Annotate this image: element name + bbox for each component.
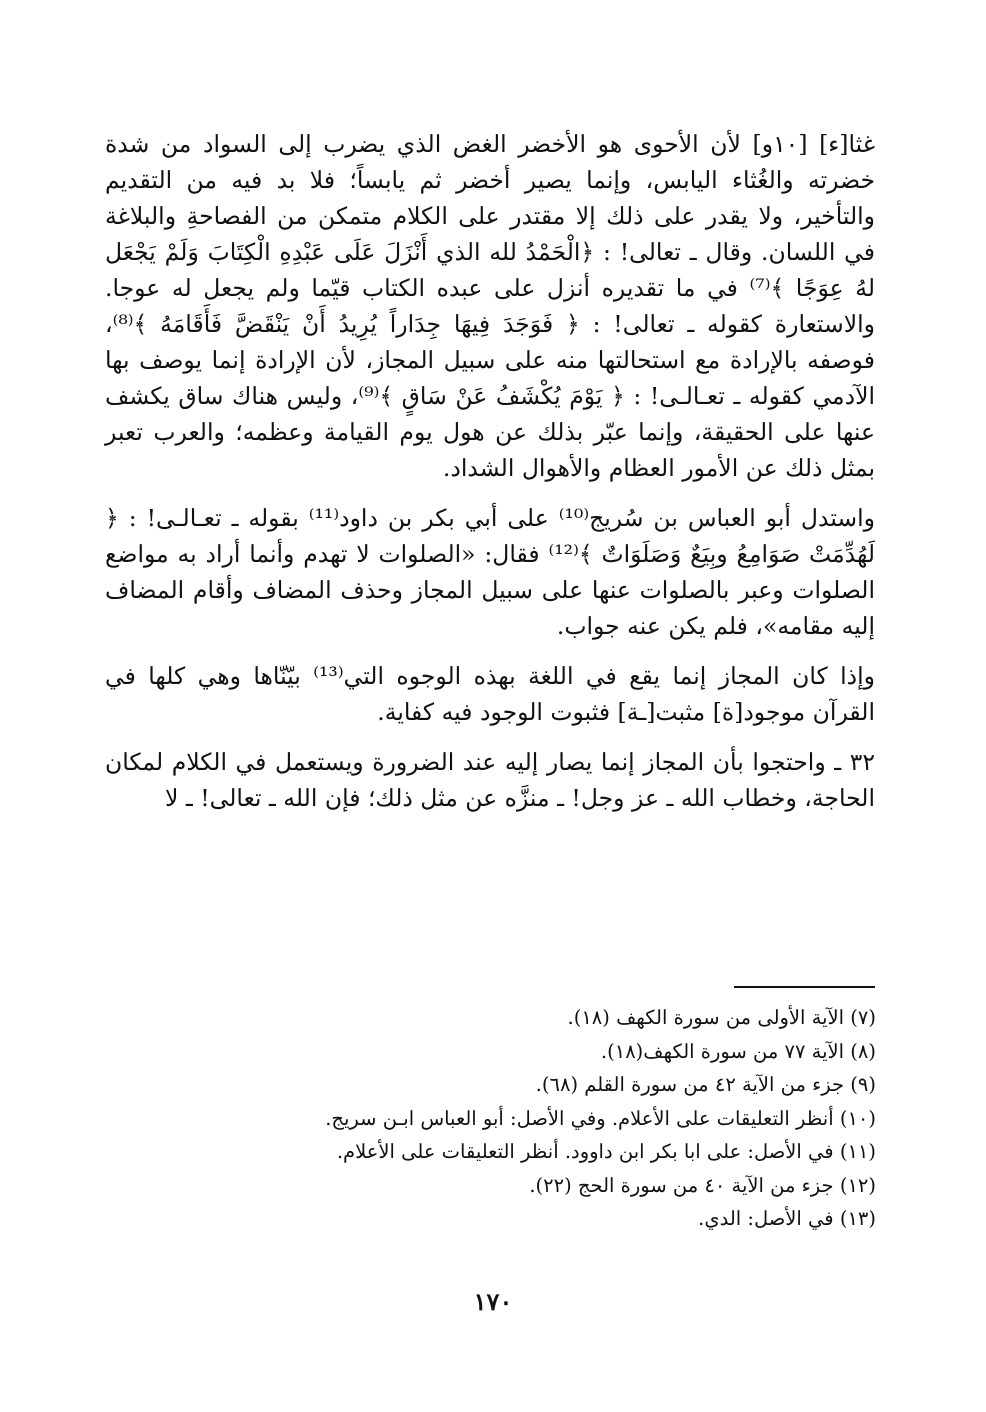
- footnote-separator: [734, 986, 875, 988]
- footnote-12: (١٢) جزء من الآية ٤٠ من سورة الحج (٢٢).: [529, 1173, 876, 1197]
- paragraph-1: غثا[ء] [١٠و] لأن الأحوى هو الأخضر الغض الذي يضرب إلى السواد من شدة خضرته والغُثاء اليابس، وإنما يصير أخضر ثم يابساً؛ فلا بد فيه من التقديم والتأخير، ولا يقدر على ذلك إلا مقتدر على الكلام متمكن من الفصاحةِ والبلاغة في اللسان. وقال ـ تعالى! : ﴿الْحَمْدُ لله الذي أَنْزَلَ عَلَى عَبْدِهِ الْكِتَابَ وَلَمْ يَجْعَل لهُ عِوَجًا ﴾⁽⁷⁾ في ما تقديره أنزل على عبده الكتاب قيّما ولم يجعل له عوجا. والاستعارة كقوله ـ تعالى! : ﴿ فَوَجَدَ فِيهَا جِدَاراً يُرِيدُ أَنْ يَنْقَضَّ فَأَقَامَهُ ﴾⁽⁸⁾، فوصفه بالإرادة مع استحالتها منه على سبيل المجاز، لأن الإرادة إنما يوصف بها الآدمي كقوله ـ تعـالـى! : ﴿ يَوْمَ يُكْشَفُ عَنْ سَاقٍ ﴾⁽⁹⁾، وليس هناك ساق يكشف عنها على الحقيقة، وإنما عبّر بذلك عن هول يوم القيامة وعظمه؛ والعرب تعبر بمثل ذلك عن الأمور العظام والأهوال الشداد.: [105, 130, 876, 482]
- footnotes: [325, 1001, 876, 1236]
- footnote-9: (٩) جزء من الآية ٤٢ من سورة القلم (٦٨).: [535, 1073, 876, 1096]
- page-number: ١٧٠: [473, 1287, 513, 1316]
- paragraph-2: واستدل أبو العباس بن سُريج⁽¹⁰⁾ على أبي بكر بن داود⁽¹¹⁾ بقوله ـ تعـالـى! : ﴿ لَهُدِّمَتْ صَوَامِعُ وبِيَعٌ وَصَلَوَاتٌ ﴾⁽¹²⁾ فقال: «الصلوات لا تهدم وأنما أراد به مواضع الصلوات وعبر بالصلوات عنها على سبيل المجاز وحذف المضاف وأقام المضاف إليه مقامه»، فلم يكن عنه جواب.: [105, 504, 875, 640]
- footnote-7: (٧) الآية الأولى من سورة الكهف (١٨).: [567, 1006, 876, 1029]
- main-text: [105, 126, 875, 816]
- footnote-8: (٨) الآية ٧٧ من سورة الكهف(١٨).: [600, 1039, 876, 1063]
- paragraph-4: ٣٢ ـ واحتجوا بأن المجاز إنما يصار إليه عند الضرورة ويستعمل في الكلام لمكان الحاجة، وخطاب الله ـ عز وجل! ـ منزَّه عن مثل ذلك؛ فإن الله ـ تعالى! ـ لا: [105, 748, 875, 812]
- footnote-13: (١٣) في الأصل: الدي.: [698, 1207, 876, 1230]
- footnote-10: (١٠) أنظر التعليقات على الأعلام. وفي الأصل: أبو العباس ابـن سريج.: [325, 1106, 876, 1130]
- footnote-11: (١١) في الأصل: على ابا بكر ابن داوود. أنظر التعليقات على الأعلام.: [336, 1140, 876, 1163]
- paragraph-3: وإذا كان المجاز إنما يقع في اللغة بهذه الوجوه التي⁽¹³⁾ بيّنّاها وهي كلها في القرآن موجود[ة] مثبت[ـة] فثبوت الوجود فيه كفاية.: [105, 662, 875, 726]
